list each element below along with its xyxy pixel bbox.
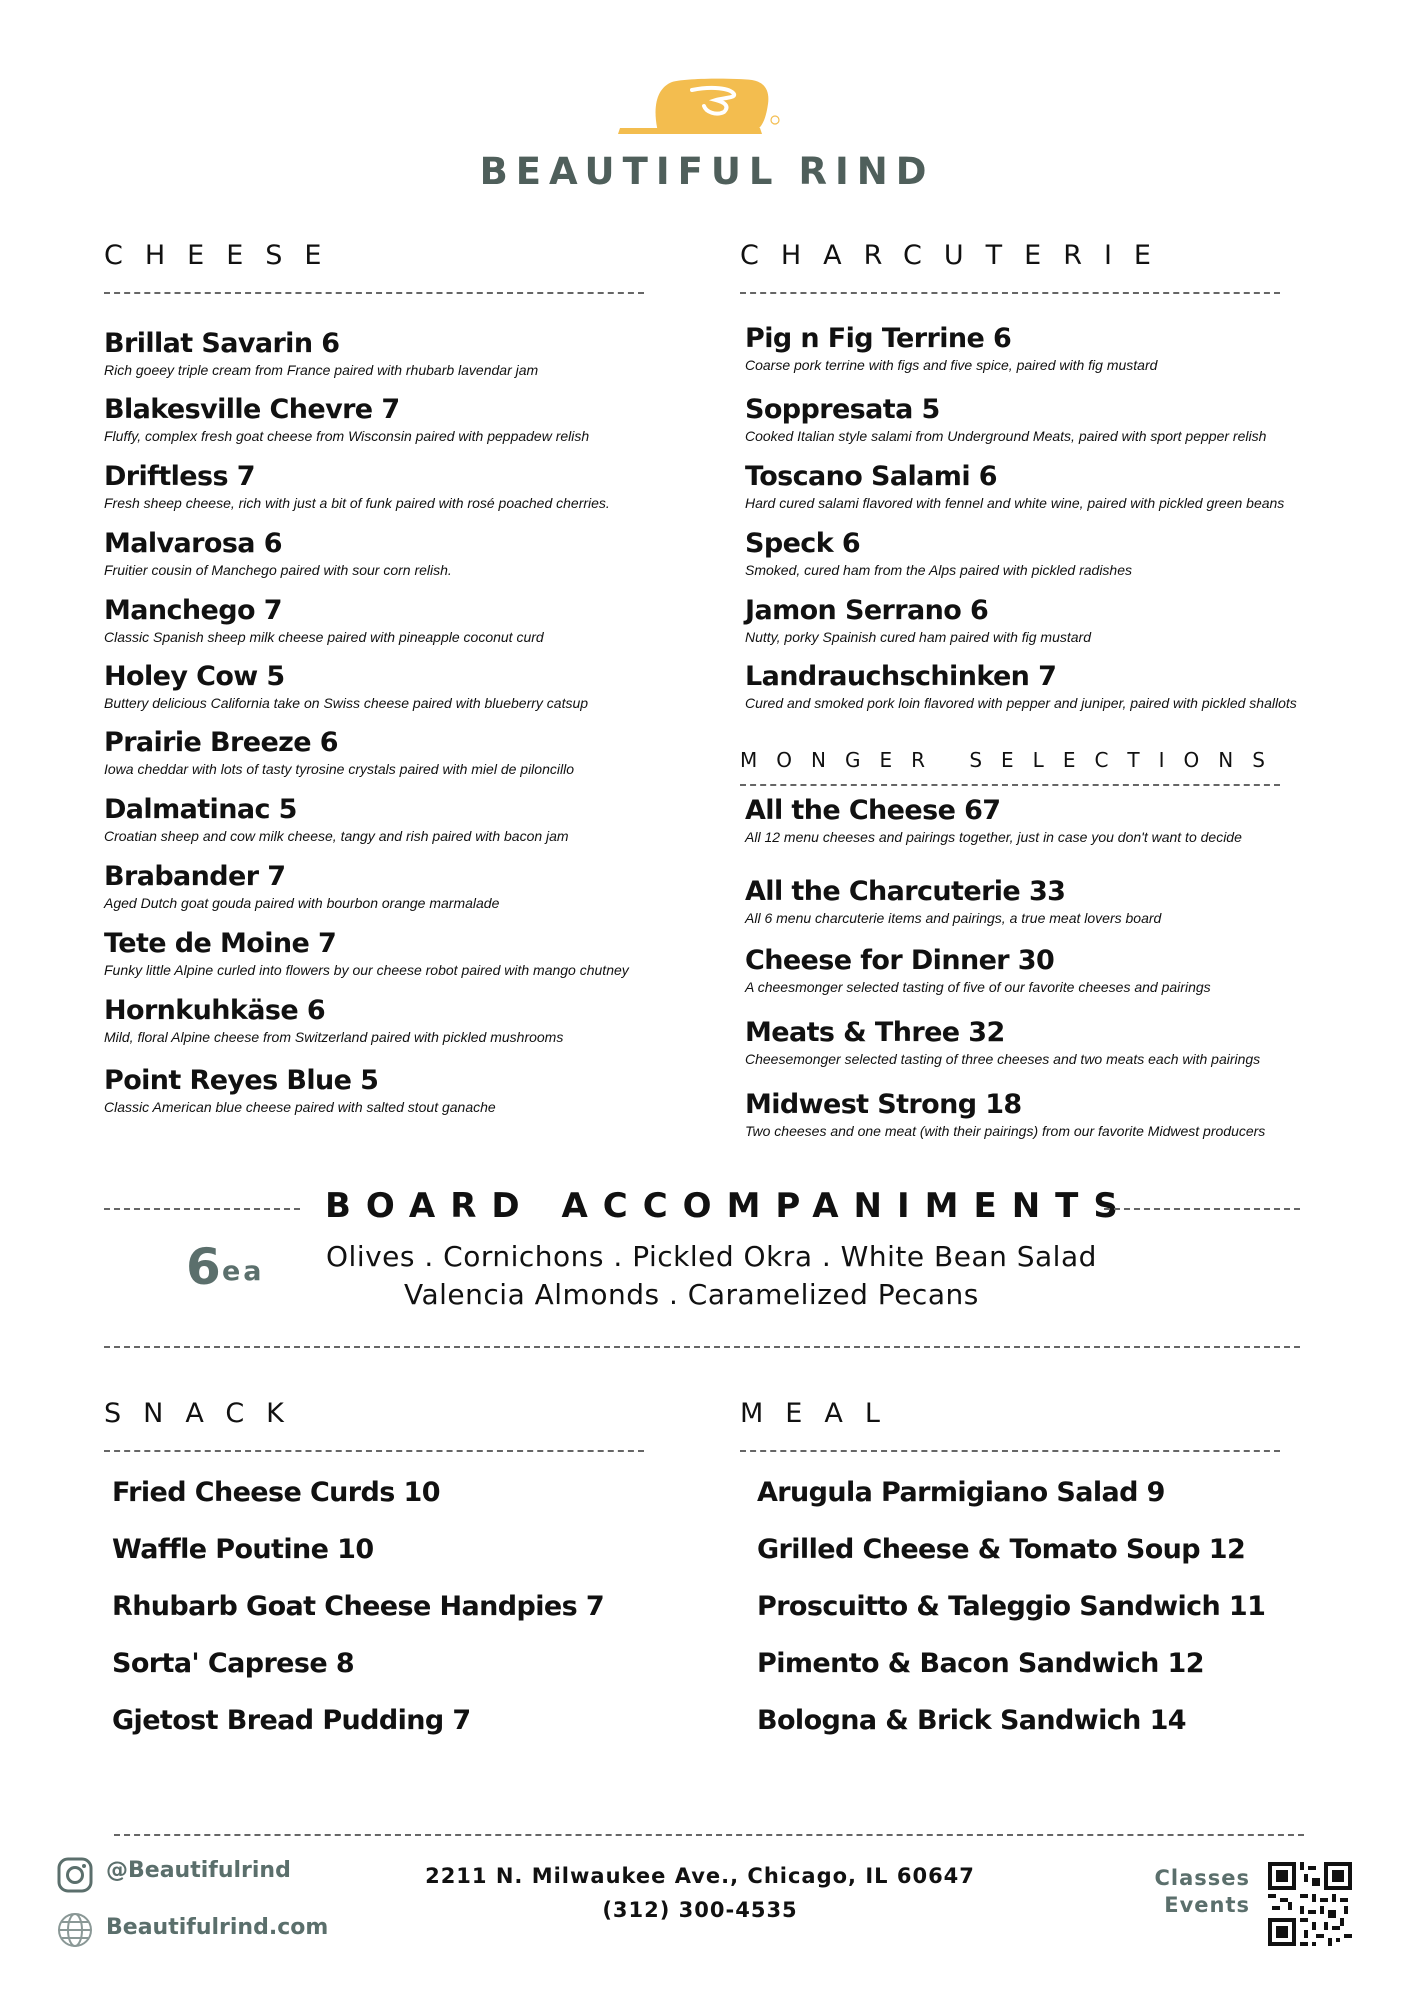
item-desc: Fluffy, complex fresh goat cheese from Wisconsin paired with peppadew relish: [104, 428, 590, 444]
charcuterie-section-title: CHARCUTERIE: [740, 240, 1173, 271]
menu-item: [104, 1065, 496, 1115]
item-name: Blakesville Chevre 7: [104, 394, 400, 425]
item-name: Midwest Strong 18: [745, 1089, 1022, 1120]
cheese-section-title: CHEESE: [104, 240, 344, 271]
item-name: Toscano Salami 6: [745, 461, 997, 492]
divider: [104, 1346, 1300, 1348]
item-desc: Mild, floral Alpine cheese from Switzerland paired with pickled mushrooms: [104, 1029, 564, 1045]
item-name: Prairie Breeze 6: [104, 727, 338, 758]
item-name: Holey Cow 5: [104, 661, 285, 692]
divider: [104, 1208, 300, 1210]
item-desc: Hard cured salami flavored with fennel and white wine, paired with pickled green beans: [745, 495, 1285, 511]
item-name: Tete de Moine 7: [104, 928, 337, 959]
item-desc: All 12 menu cheeses and pairings together, just in case you don't want to decide: [745, 829, 1242, 845]
item-desc: Cured and smoked pork loin flavored with pepper and juniper, paired with pickled shallots: [745, 695, 1297, 711]
board-price: 6: [186, 1238, 221, 1296]
item-desc: Croatian sheep and cow milk cheese, tangy and rish paired with bacon jam: [104, 828, 569, 844]
divider: [104, 1450, 644, 1452]
snack-section-title: SNACK: [104, 1398, 306, 1429]
item-name: Brillat Savarin 6: [104, 328, 340, 359]
item-name: Brabander 7: [104, 861, 286, 892]
website-link[interactable]: Beautifulrind.com: [106, 1915, 329, 1940]
classes-label: Classes: [1154, 1866, 1250, 1890]
menu-item: [104, 661, 588, 711]
item-name: Manchego 7: [104, 595, 282, 626]
menu-item: [745, 876, 1161, 926]
item-desc: All 6 menu charcuterie items and pairings, a true meat lovers board: [745, 910, 1162, 926]
snack-item: Fried Cheese Curds 10: [112, 1477, 440, 1508]
menu-item: [745, 528, 1132, 578]
item-desc: Classic Spanish sheep milk cheese paired with pineapple coconut curd: [104, 629, 544, 645]
divider: [740, 1450, 1280, 1452]
instagram-link[interactable]: @Beautifulrind: [106, 1858, 291, 1883]
menu-item: [745, 323, 1157, 373]
meal-item: Bologna & Brick Sandwich 14: [757, 1705, 1186, 1736]
menu-item: [745, 595, 1091, 645]
item-name: Malvarosa 6: [104, 528, 282, 559]
item-name: All the Cheese 67: [745, 795, 1001, 826]
menu-item: [745, 461, 1284, 511]
snack-item: Gjetost Bread Pudding 7: [112, 1705, 471, 1736]
item-name: All the Charcuterie 33: [745, 876, 1066, 907]
menu-item: [104, 461, 610, 511]
menu-item: [745, 1089, 1265, 1139]
menu-item: [104, 794, 569, 844]
item-desc: Aged Dutch goat gouda paired with bourbon orange marmalade: [104, 895, 500, 911]
events-label: Events: [1164, 1893, 1250, 1917]
menu-item: [745, 661, 1297, 711]
item-desc: A cheesmonger selected tasting of five of our favorite cheeses and pairings: [745, 979, 1211, 995]
instagram-icon: [56, 1856, 94, 1894]
divider: [104, 292, 644, 294]
menu-item: [745, 394, 1266, 444]
item-name: Point Reyes Blue 5: [104, 1065, 379, 1096]
snack-item: Rhubarb Goat Cheese Handpies 7: [112, 1591, 605, 1622]
item-name: Pig n Fig Terrine 6: [745, 323, 1012, 354]
item-name: Landrauchschinken 7: [745, 661, 1057, 692]
item-desc: Rich goeey triple cream from France paired with rhubarb lavendar jam: [104, 362, 539, 378]
item-desc: Cheesemonger selected tasting of three cheeses and two meats each with pairings: [745, 1051, 1261, 1067]
item-desc: Classic American blue cheese paired with salted stout ganache: [104, 1099, 496, 1115]
menu-item: [104, 861, 499, 911]
accompaniments-line-1: Olives . Cornichons . Pickled Okra . White Bean Salad: [326, 1240, 1097, 1273]
item-name: Meats & Three 32: [745, 1017, 1005, 1048]
divider: [740, 784, 1280, 786]
menu-item: [104, 595, 544, 645]
menu-item: [745, 1017, 1260, 1067]
item-desc: Fruitier cousin of Manchego paired with sour corn relish.: [104, 562, 452, 578]
menu-item: [104, 328, 538, 378]
item-desc: Iowa cheddar with lots of tasty tyrosine crystals paired with miel de piloncillo: [104, 761, 574, 777]
menu-item: [104, 727, 574, 777]
meal-section-title: MEAL: [740, 1398, 902, 1429]
meal-item: Arugula Parmigiano Salad 9: [757, 1477, 1165, 1508]
menu-item: [104, 928, 629, 978]
item-name: Driftless 7: [104, 461, 255, 492]
item-name: Hornkuhkäse 6: [104, 995, 326, 1026]
address: 2211 N. Milwaukee Ave., Chicago, IL 60647: [425, 1864, 975, 1888]
item-name: Speck 6: [745, 528, 861, 559]
divider: [114, 1834, 1304, 1836]
menu-item: [745, 945, 1211, 995]
menu-item: [104, 995, 563, 1045]
item-name: Jamon Serrano 6: [745, 595, 989, 626]
monger-section-title: MONGER SELECTIONS: [740, 748, 1284, 772]
divider: [1104, 1208, 1300, 1210]
item-desc: Funky little Alpine curled into flowers by our cheese robot paired with mango chutney: [104, 962, 629, 978]
phone-number: (312) 300-4535: [602, 1898, 798, 1922]
item-name: Dalmatinac 5: [104, 794, 297, 825]
menu-item: [104, 394, 589, 444]
globe-icon: [56, 1911, 94, 1949]
item-desc: Nutty, porky Spainish cured ham paired with fig mustard: [745, 629, 1092, 645]
item-desc: Smoked, cured ham from the Alps paired with pickled radishes: [745, 562, 1132, 578]
meal-item: Pimento & Bacon Sandwich 12: [757, 1648, 1204, 1679]
item-desc: Fresh sheep cheese, rich with just a bit of funk paired with rosé poached cherries.: [104, 495, 610, 511]
brand-logo: [612, 76, 782, 138]
menu-item: [104, 528, 452, 578]
board-accompaniments-title: BOARD ACCOMPANIMENTS: [325, 1186, 1133, 1226]
accompaniments-line-2: Valencia Almonds . Caramelized Pecans: [404, 1278, 979, 1311]
item-desc: Coarse pork terrine with figs and five spice, paired with fig mustard: [745, 357, 1158, 373]
divider: [740, 292, 1280, 294]
meal-item: Grilled Cheese & Tomato Soup 12: [757, 1534, 1246, 1565]
item-desc: Two cheeses and one meat (with their pairings) from our favorite Midwest producers: [745, 1123, 1266, 1139]
menu-item: [745, 795, 1242, 845]
item-desc: Cooked Italian style salami from Underground Meats, paired with sport pepper relish: [745, 428, 1267, 444]
item-name: Cheese for Dinner 30: [745, 945, 1055, 976]
board-price-unit: ea: [222, 1256, 265, 1287]
item-name: Soppresata 5: [745, 394, 940, 425]
item-desc: Buttery delicious California take on Swiss cheese paired with blueberry catsup: [104, 695, 589, 711]
snack-item: Sorta' Caprese 8: [112, 1648, 355, 1679]
meal-item: Proscuitto & Taleggio Sandwich 11: [757, 1591, 1266, 1622]
qr-code-icon: [1268, 1862, 1352, 1946]
brand-name: BEAUTIFUL RIND: [479, 150, 935, 193]
snack-item: Waffle Poutine 10: [112, 1534, 374, 1565]
